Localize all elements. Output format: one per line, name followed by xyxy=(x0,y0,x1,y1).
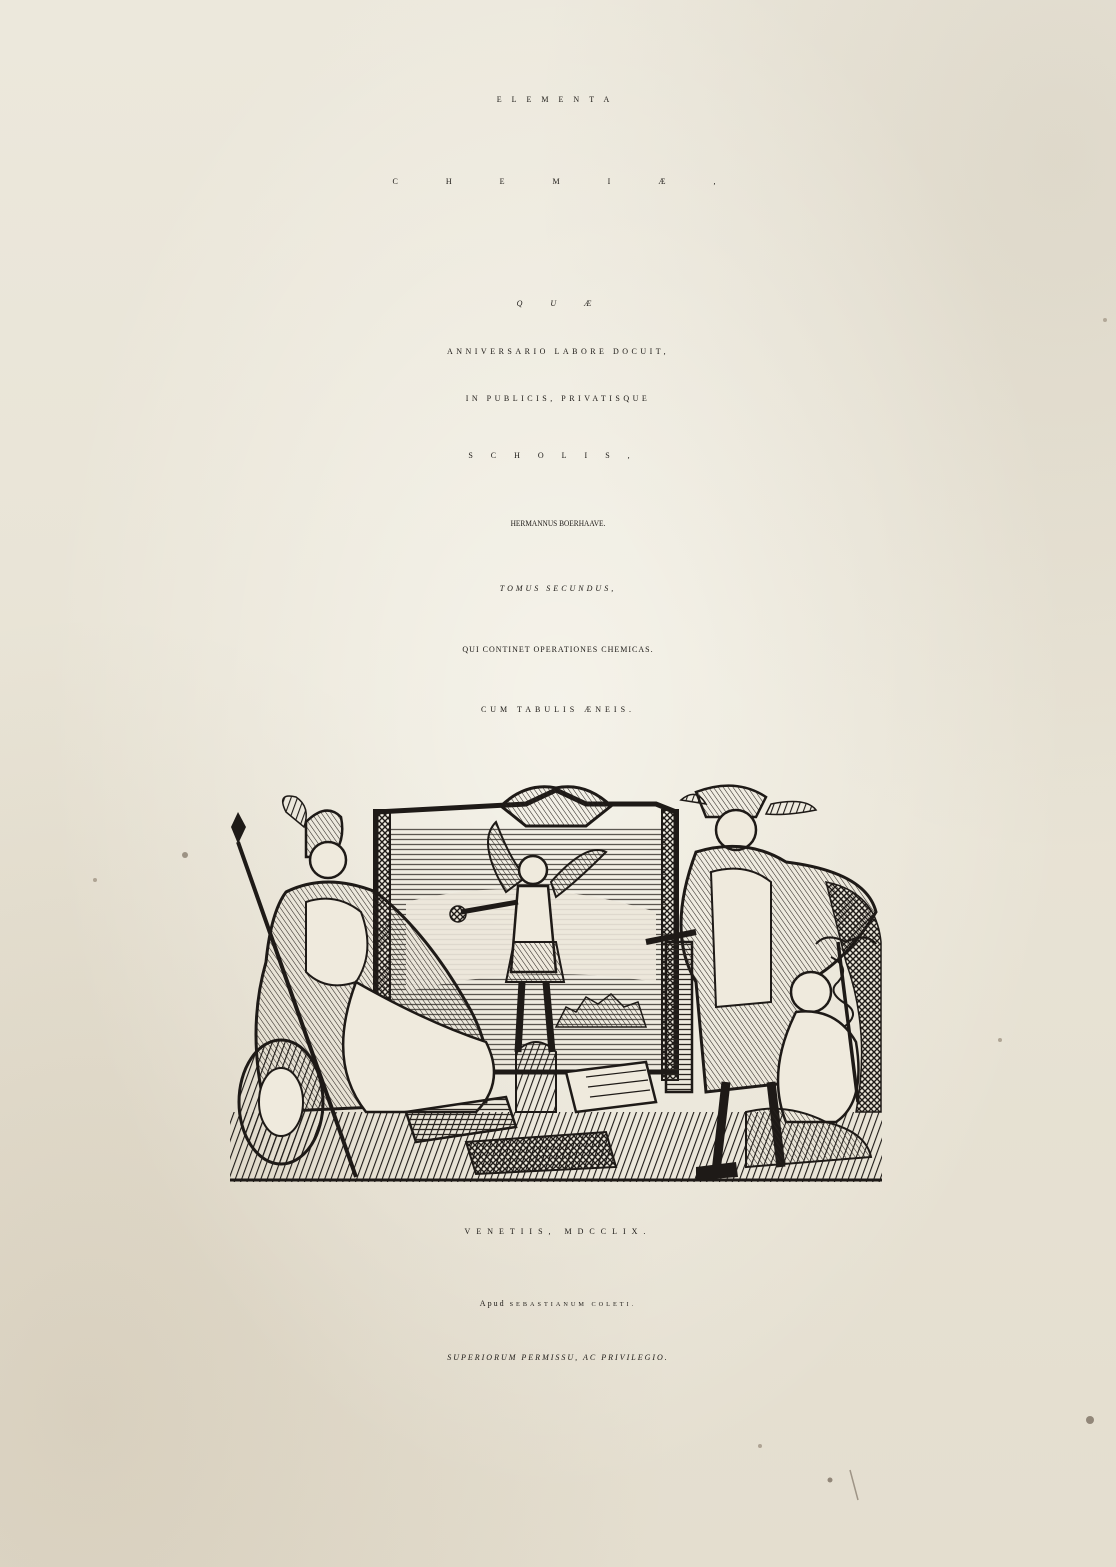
title-line-quae: QUÆ xyxy=(516,299,620,308)
plates-note: CUM TABULIS ÆNEIS. xyxy=(480,705,636,714)
imprint-privilege: SUPERIORUM PERMISSU, AC PRIVILEGIO. xyxy=(447,1353,669,1362)
subtitle-line-in-publicis: IN PUBLICIS, PRIVATISQUE xyxy=(465,394,651,403)
subtitle-line-scholis: SCHOLIS, xyxy=(468,451,648,460)
imprint-place-date: VENETIIS, MDCCLIX. xyxy=(464,1227,652,1236)
volume-contents: QUI CONTINET OPERATIONES CHEMICAS. xyxy=(462,645,654,654)
subtitle-line-anniversario: ANNIVERSARIO LABORE DOCUIT, xyxy=(446,347,670,356)
allegorical-woodcut-vignette-icon xyxy=(226,782,886,1188)
imprint-printer-name: SEBASTIANUM COLETI. xyxy=(509,1301,637,1308)
imprint-printer xyxy=(0,1300,1116,1308)
volume-label: TOMUS SECUNDUS, xyxy=(499,584,617,593)
imprint-printer-prefix: Apud xyxy=(479,1299,506,1308)
title-line-elementa: ELEMENTA xyxy=(496,95,620,104)
author-name: HERMANNUS BOERHAAVE. xyxy=(510,519,606,528)
title-line-chemiae: CHEMIÆ, xyxy=(392,177,764,186)
